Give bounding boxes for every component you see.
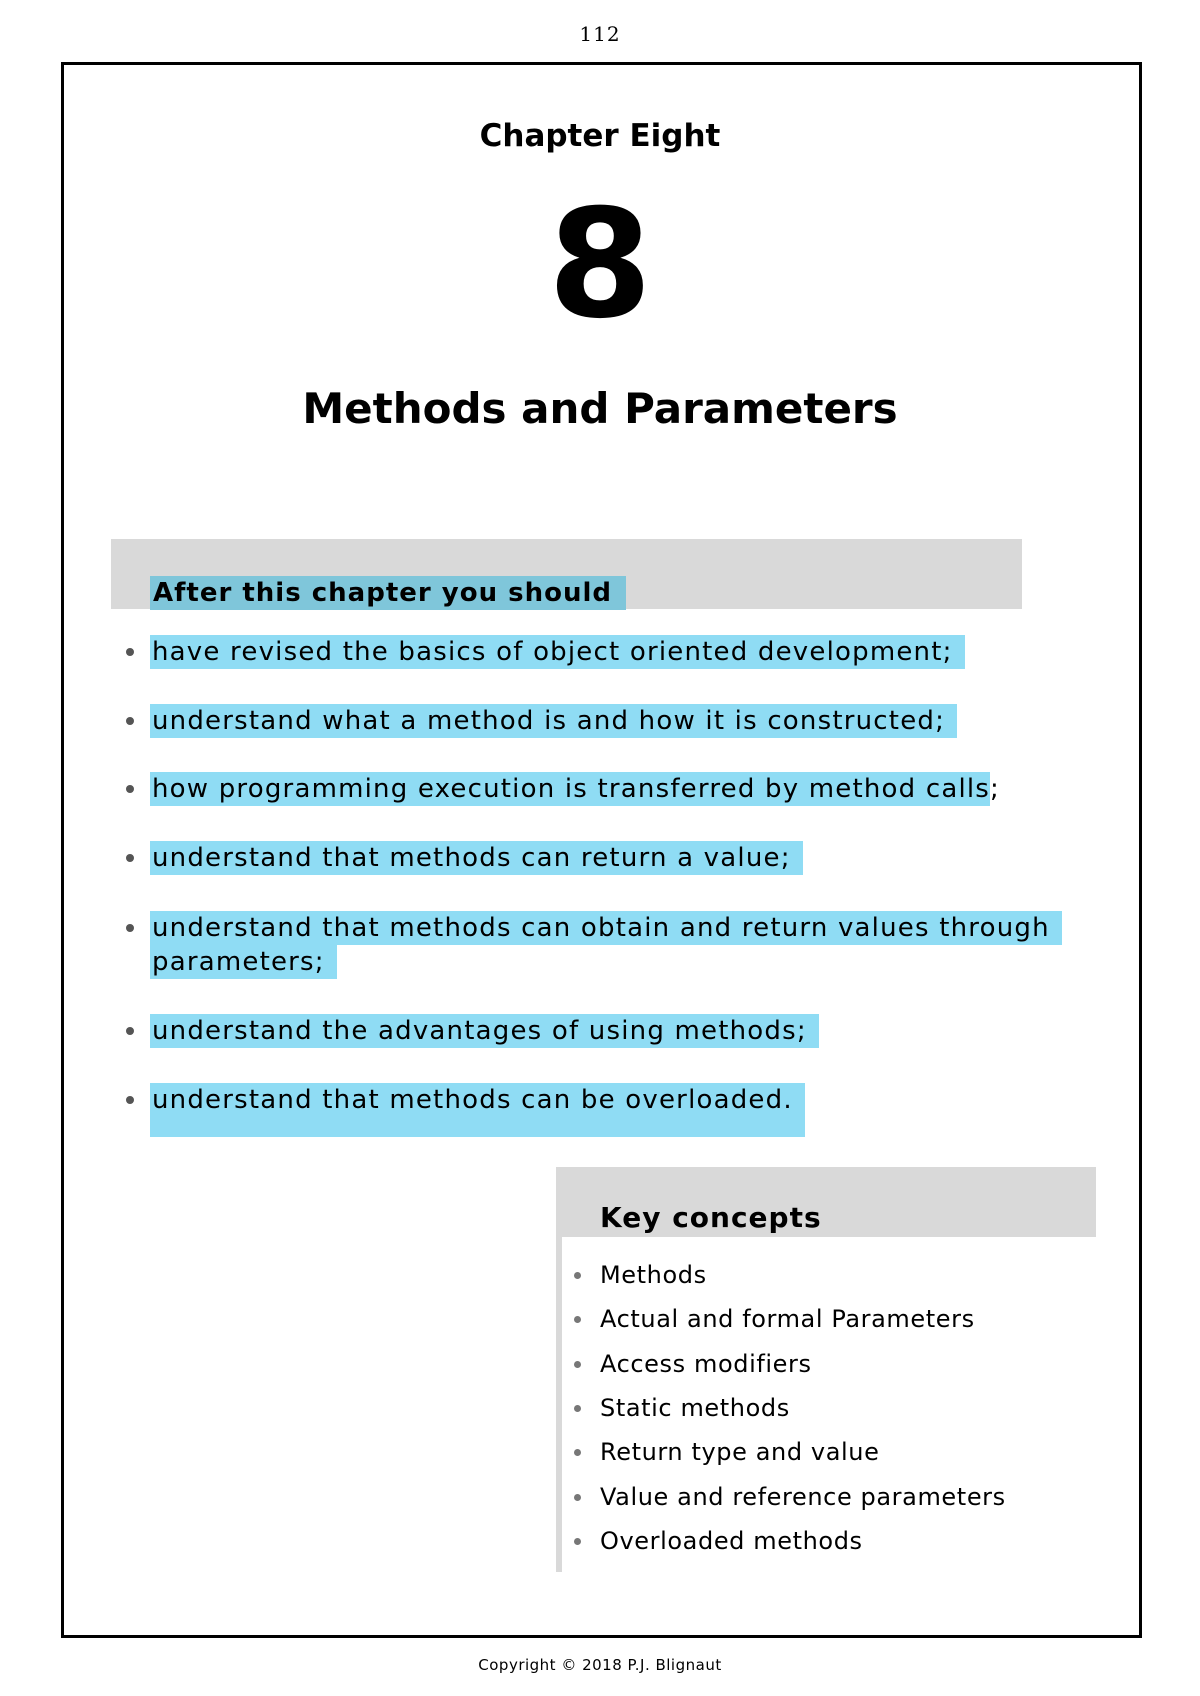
objective-text: parameters; xyxy=(150,945,337,979)
objective-text: understand that methods can be overloaded. xyxy=(150,1083,805,1137)
bullet-icon xyxy=(574,1538,581,1545)
bullet-icon xyxy=(574,1361,581,1368)
bullet-icon xyxy=(574,1494,581,1501)
bullet-icon xyxy=(126,1027,134,1035)
bullet-icon xyxy=(126,1096,134,1104)
objective-text: understand what a method is and how it is constructed; xyxy=(150,704,957,738)
copyright-footer: Copyright © 2018 P.J. Blignaut xyxy=(478,1656,722,1674)
objectives-heading: After this chapter you should xyxy=(150,576,626,610)
objective-text: how programming execution is transferred by method calls xyxy=(152,774,991,804)
objective-text: understand the advantages of using methods; xyxy=(150,1014,819,1048)
objective-text: have revised the basics of object oriented development; xyxy=(150,635,965,669)
key-concept-text: Static methods xyxy=(600,1394,790,1422)
objective-text: understand that methods can return a value; xyxy=(150,841,803,875)
key-concept-text: Methods xyxy=(600,1261,707,1289)
bullet-icon xyxy=(574,1449,581,1456)
key-concepts-rule xyxy=(556,1237,562,1572)
bullet-icon xyxy=(126,854,134,862)
objective-trailing-text: ; xyxy=(990,774,1001,804)
key-concept-text: Actual and formal Parameters xyxy=(600,1305,975,1333)
key-concept-text: Overloaded methods xyxy=(600,1527,863,1555)
key-concepts-panel xyxy=(556,1167,1096,1572)
chapter-label: Chapter Eight xyxy=(479,118,721,154)
key-concept-text: Return type and value xyxy=(600,1438,880,1466)
bullet-icon xyxy=(574,1405,581,1412)
bullet-icon xyxy=(126,785,134,793)
chapter-number: 8 xyxy=(547,178,653,352)
chapter-title: Methods and Parameters xyxy=(302,384,898,433)
bullet-icon xyxy=(574,1316,581,1323)
bullet-icon xyxy=(126,924,134,932)
objective-text: understand that methods can obtain and return values through xyxy=(150,911,1062,945)
key-concept-text: Access modifiers xyxy=(600,1350,812,1378)
bullet-icon xyxy=(574,1272,581,1279)
page-number: 112 xyxy=(579,22,621,46)
bullet-icon xyxy=(126,717,134,725)
key-concept-text: Value and reference parameters xyxy=(600,1483,1006,1511)
key-concepts-heading: Key concepts xyxy=(600,1201,822,1234)
bullet-icon xyxy=(126,648,134,656)
